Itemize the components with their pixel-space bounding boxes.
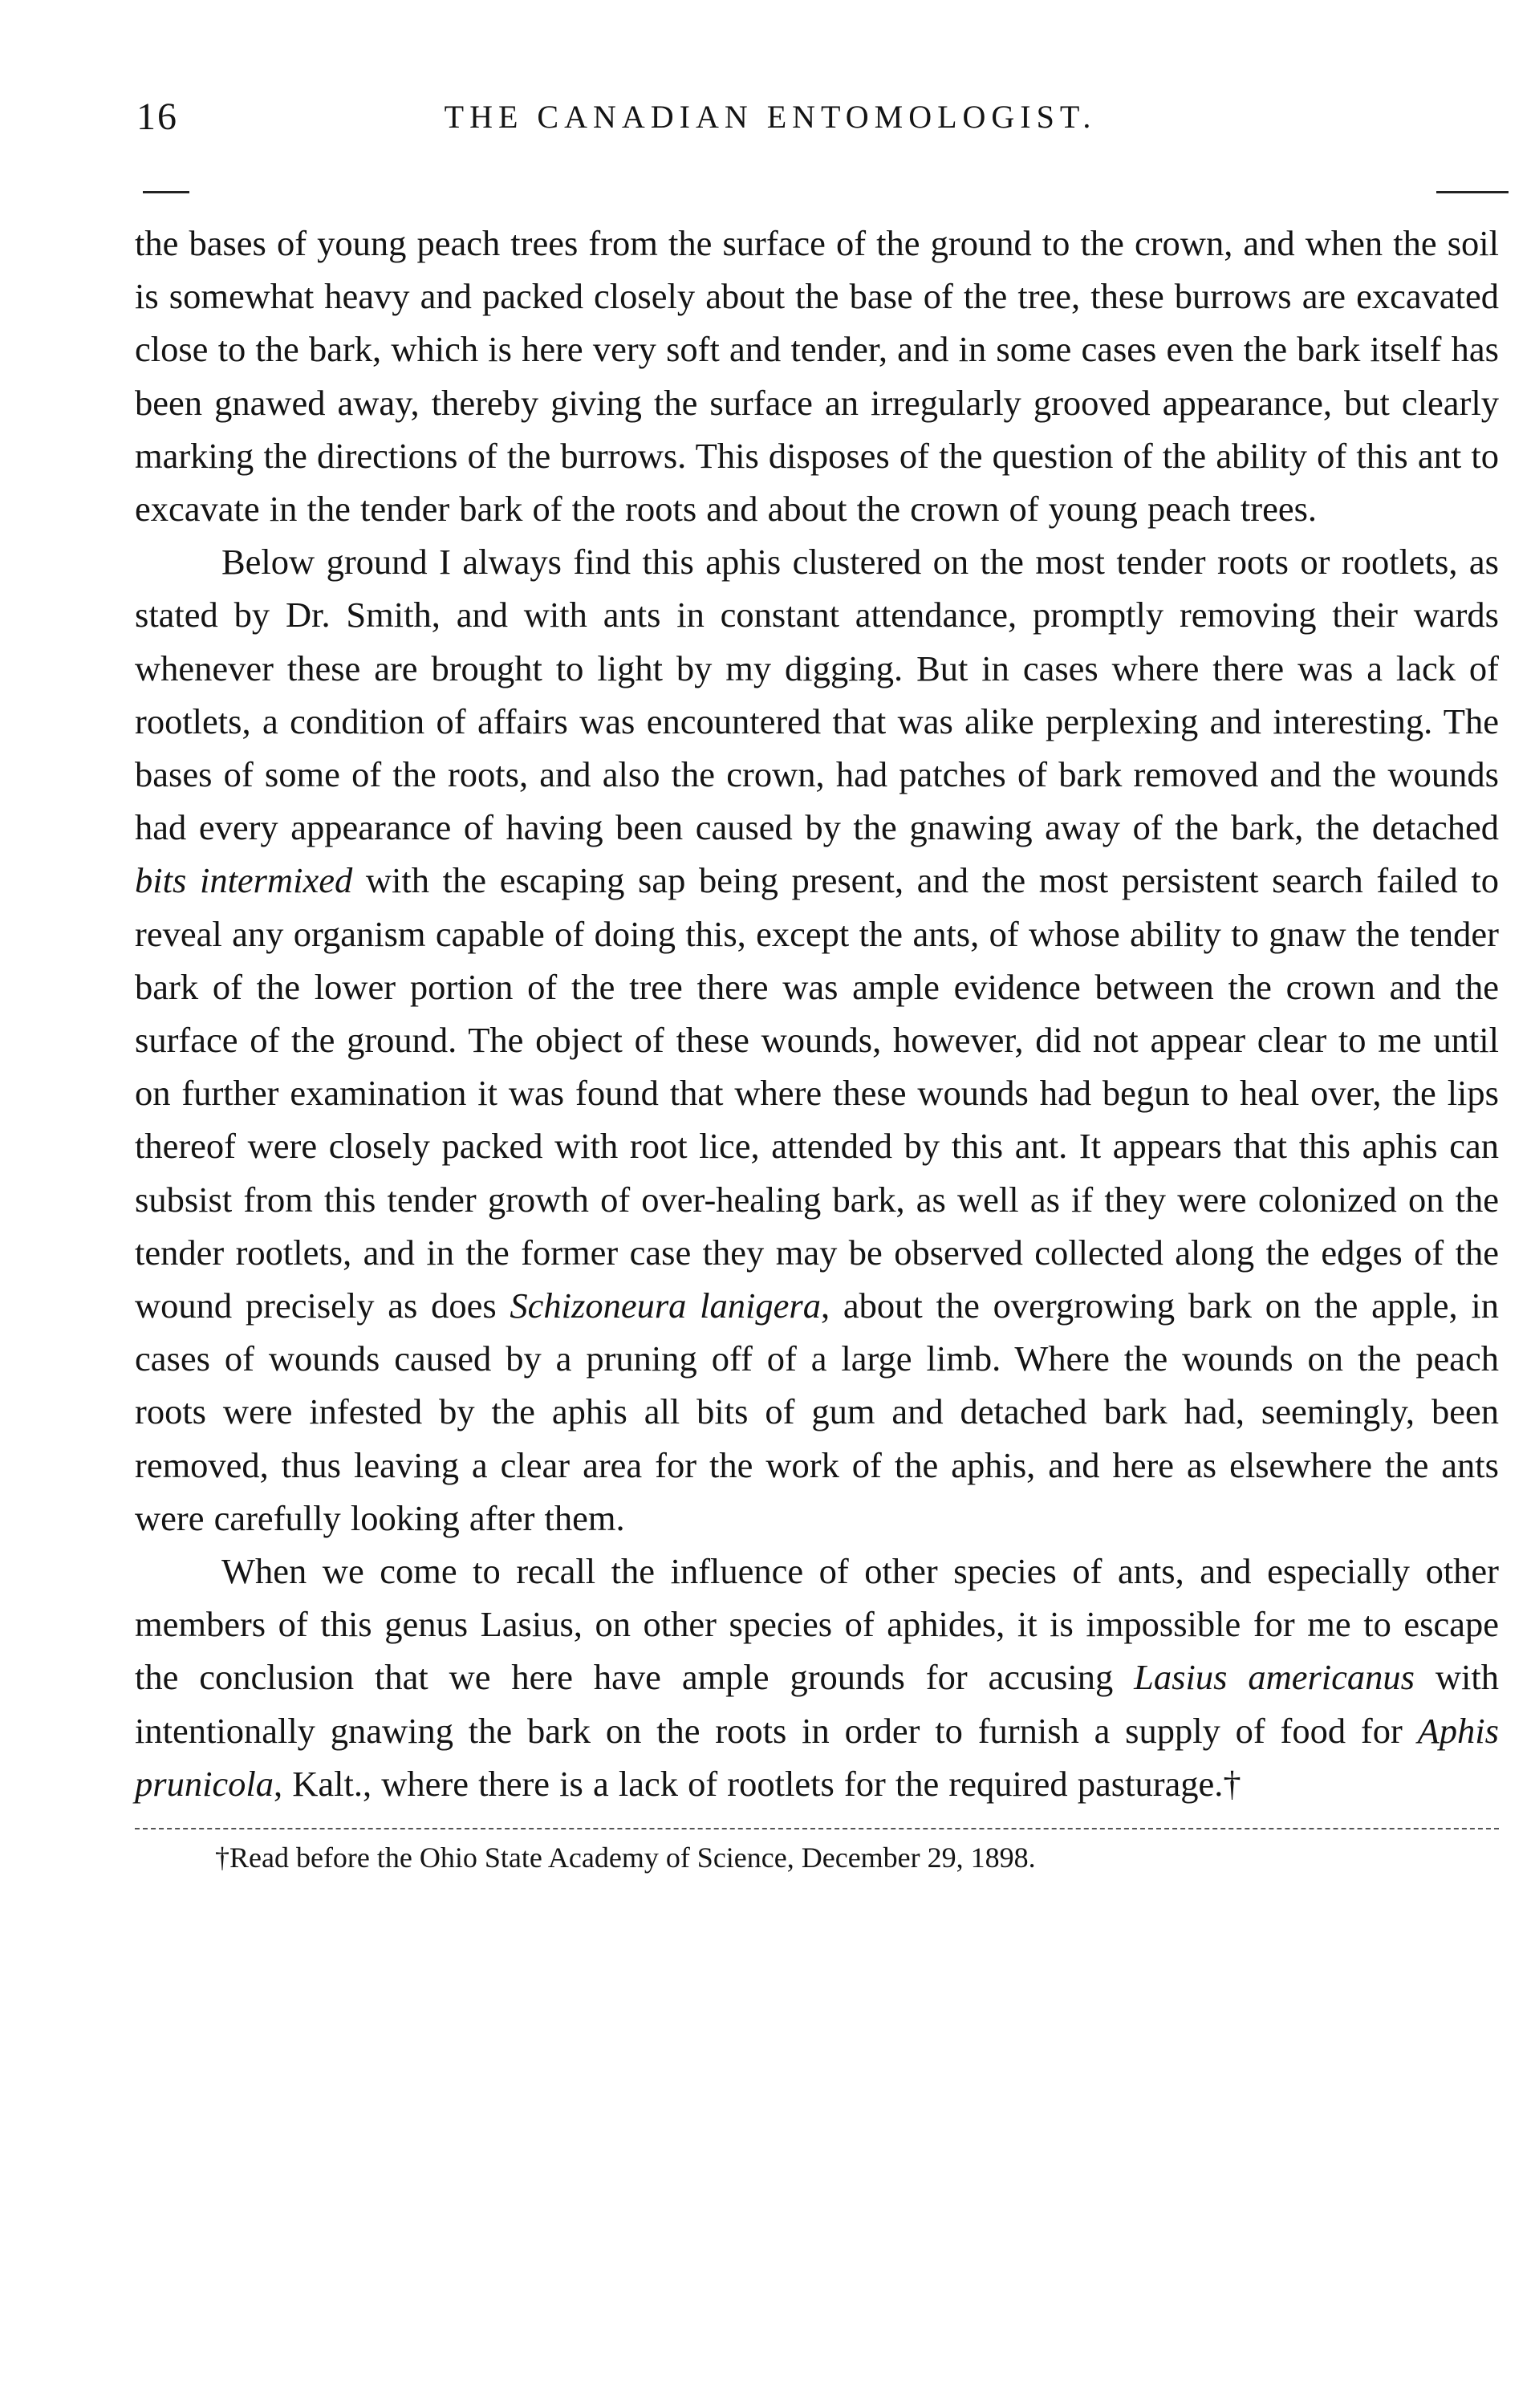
footnote-rule (135, 1828, 1499, 1829)
italic-phrase: bits intermixed (135, 860, 353, 901)
paragraph-3-text: with intentionally gnawing the bark on the roots in order to furnish a supply of food for (135, 1657, 1499, 1751)
paragraph-1 (135, 217, 1499, 535)
body-text (135, 217, 1499, 1810)
paragraph-3-text: When we come to recall the influence of other species of ants, and especially other members of this genus Lasius, on other species of aphides, it is impossible for me to escape the conclusion that we here have ample grounds for accusing (135, 1551, 1499, 1698)
paragraph-2-text: Below ground I always find this aphis clustered on the most tender roots or rootlets, as stated by Dr. Smith, and with ants in constant attendance, promptly removing their wards whenever these are brought to light by my digging. But in cases where there was a lack of rootlets, a condition of affairs was encountered that was alike perplexing and interesting. The bases of some of the roots, and also the crown, had patches of bark removed and the wounds had every appearance of having been caused by the gnawing away of the bark, the detached (135, 542, 1499, 848)
header-rule-right (1436, 191, 1509, 193)
paragraph-2-text: with the escaping sap being present, and the most persistent search failed to reveal any organism capable of doing this, except the ants, of whose ability to gnaw the tender bark of the lower portion of the tree there was ample evidence between the crown and the surface of the ground. The object of these wounds, however, did not appear clear to me until on further examination it was found that where these wounds had begun to heal over, the lips thereof were closely packed with root lice, attended by this ant. It appears that this aphis can subsist from this tender growth of over-healing bark, as well as if they were colonized on the tender rootlets, and in the former case they may be observed collected along the edges of the wound precisely as does (135, 860, 1500, 1326)
paragraph-3-text: , Kalt., where there is a lack of rootlets for the required pasturage.† (274, 1763, 1241, 1804)
header-rule-left (143, 191, 189, 193)
page-header (128, 95, 1412, 151)
running-head: THE CANADIAN ENTOMOLOGIST. (444, 99, 1097, 135)
species-name: Aphis prunicola (135, 1710, 1499, 1804)
species-name: Schizoneura lanigera (510, 1285, 821, 1326)
paragraph-2 (135, 535, 1499, 1545)
paragraph-3 (135, 1545, 1499, 1810)
species-name: Lasius americanus (1134, 1657, 1415, 1698)
paragraph-2-text: , about the overgrowing bark on the apple, in cases of wounds caused by a pruning off of a large limb. Where the wounds on the peach roots were infested by the aphis all bits of gum and detached bark had, seemingly, been removed, thus leaving a clear area for the work of the aphis, and here as elsewhere the ants were carefully looking after them. (135, 1285, 1499, 1538)
footnote: †Read before the Ohio State Academy of Science, December 29, 1898. (215, 1842, 1036, 1874)
paragraph-1-text: the bases of young peach trees from the surface of the ground to the crown, and when the soil is somewhat heavy and packed closely about the base of the tree, these burrows are excavated close to the bark, which is here very soft and tender, and in some cases even the bark itself has been gnawed away, thereby giving the surface an irregularly grooved appearance, but clearly marking the directions of the burrows. This disposes of the question of the ability of this ant to excavate in the tender bark of the roots and about the crown of young peach trees. (135, 223, 1499, 530)
page-number: 16 (136, 95, 178, 138)
